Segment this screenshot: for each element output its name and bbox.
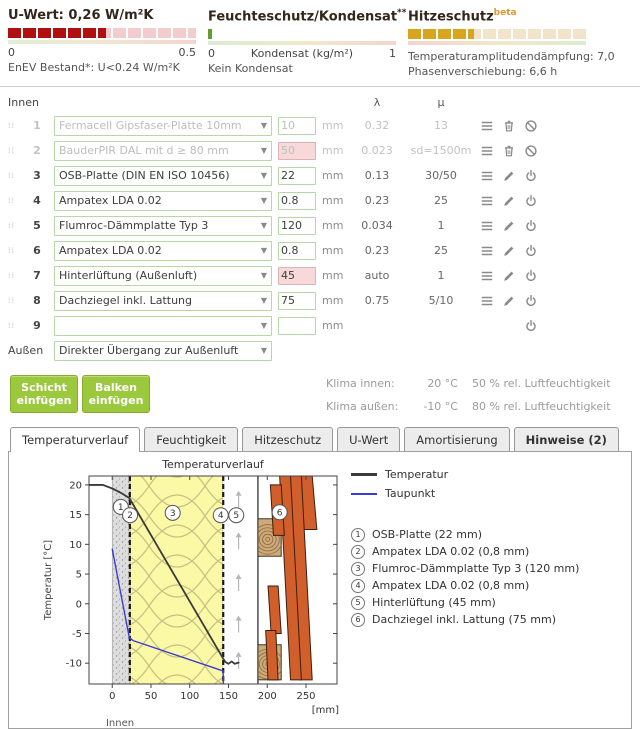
layer-row-7 <box>8 263 632 288</box>
material-select[interactable] <box>54 266 272 286</box>
row-actions <box>480 169 560 183</box>
thickness-input[interactable] <box>278 292 316 310</box>
legend-label: Taupunkt <box>385 487 436 501</box>
row-actions <box>480 119 560 133</box>
circled-number-icon: 2 <box>351 545 365 559</box>
row-actions <box>480 219 560 233</box>
chevron-down-icon: ▼ <box>260 271 267 281</box>
material-name: BauderPIR DAL mit d ≥ 80 mm <box>59 144 229 158</box>
drag-handle-icon[interactable]: ⁞⁞ <box>8 295 16 305</box>
layer-note-text: Hinterlüftung (45 mm) <box>372 596 496 610</box>
mu-value: 30/50 <box>425 169 457 183</box>
chevron-down-icon: ▼ <box>260 221 267 231</box>
legend-entry <box>351 468 633 481</box>
layer-note <box>351 611 633 628</box>
power-icon[interactable] <box>524 269 538 283</box>
condensate-note: Kein Kondensat <box>208 62 293 76</box>
outside-boundary-select[interactable] <box>54 341 272 361</box>
thickness-input[interactable] <box>278 242 316 260</box>
drag-handle-icon[interactable]: ⁞⁞ <box>8 270 16 280</box>
moisture-scale-min: 0 <box>208 47 215 61</box>
pencil-icon[interactable] <box>502 244 516 258</box>
outside-label: Außen <box>8 344 44 358</box>
tab-hinweise-2[interactable]: Hinweise (2) <box>514 427 619 451</box>
thickness-unit: mm <box>322 144 344 158</box>
thickness-input[interactable] <box>278 167 316 185</box>
layer-number: 6 <box>33 244 41 258</box>
thickness-unit: mm <box>322 194 344 208</box>
chevron-down-icon: ▼ <box>260 296 267 306</box>
layer-note <box>351 543 633 560</box>
moisture-bar-fill <box>208 29 212 39</box>
svg-text:[mm]: [mm] <box>311 705 339 717</box>
material-name: Flumroc-Dämmplatte Typ 3 <box>59 219 209 233</box>
thickness-unit: mm <box>322 219 344 233</box>
circled-number-icon: 3 <box>351 562 365 576</box>
moisture-title-sup: ** <box>397 8 407 18</box>
svg-text:2: 2 <box>127 511 133 522</box>
thickness-unit: mm <box>322 244 344 258</box>
temperature-tab-panel <box>8 451 632 729</box>
row-actions <box>480 244 560 258</box>
heat-protection-bar-fill <box>408 29 474 39</box>
svg-text:100: 100 <box>180 691 200 703</box>
insert-beam-button[interactable]: Balken einfügen <box>82 375 150 413</box>
lambda-column-header: λ <box>373 95 381 109</box>
drag-handle-icon[interactable]: ⁞⁞ <box>8 220 16 230</box>
svg-text:50: 50 <box>144 691 158 703</box>
pencil-icon[interactable] <box>502 194 516 208</box>
heat-protection-title: Hitzeschutz$^{beta}$ <box>408 8 517 25</box>
thickness-input[interactable] <box>278 317 316 335</box>
layer-rows <box>8 113 632 338</box>
u-value-bar-fill <box>8 28 106 38</box>
thickness-input[interactable] <box>278 117 316 135</box>
temperature-chart <box>37 456 359 729</box>
tab-feuchtigkeit[interactable]: Feuchtigkeit <box>144 427 238 451</box>
moisture-scale-label: Kondensat (kg/m²) <box>250 47 354 61</box>
row-actions <box>480 194 560 208</box>
layer-note-text: Flumroc-Dämmplatte Typ 3 (120 mm) <box>372 562 580 576</box>
climate-inner-humidity: 50 % rel. Luftfeuchtigkeit <box>472 377 611 391</box>
trash-icon[interactable] <box>502 144 516 158</box>
legend-line-swatch <box>351 493 377 495</box>
legend-label: Temperatur <box>385 468 449 482</box>
lambda-value: 0.13 <box>364 169 390 183</box>
outside-boundary-value: Direkter Übergang zur Außenluft <box>59 344 239 358</box>
layer-row-6 <box>8 238 632 263</box>
layer-number: 9 <box>33 319 41 333</box>
u-value-title: U-Wert: 0,26 W/m²K <box>8 8 154 23</box>
trash-icon[interactable] <box>502 119 516 133</box>
amplitude-damping-note: Temperaturamplitudendämpfung: 7,0 <box>408 50 615 64</box>
material-select[interactable] <box>54 166 272 186</box>
ban-icon[interactable] <box>524 144 538 158</box>
row-actions <box>480 319 560 333</box>
moisture-scale-strip <box>208 41 396 45</box>
mu-value: sd=1500m <box>410 144 472 158</box>
lambda-value: 0.32 <box>364 119 390 133</box>
tab-amortisierung[interactable]: Amortisierung <box>404 427 509 451</box>
layer-row-4 <box>8 188 632 213</box>
layer-table <box>0 87 640 363</box>
power-icon[interactable] <box>524 169 538 183</box>
menu-icon[interactable] <box>480 194 494 208</box>
menu-icon[interactable] <box>480 169 494 183</box>
layer-number: 1 <box>33 119 41 133</box>
inside-label: Innen <box>8 95 39 109</box>
circled-number-icon: 4 <box>351 579 365 593</box>
mu-column-header: µ <box>437 95 445 109</box>
svg-text:-5: -5 <box>72 629 82 641</box>
mu-value: 1 <box>437 219 445 233</box>
power-icon[interactable] <box>524 194 538 208</box>
mu-value: 25 <box>434 194 448 208</box>
legend-line-swatch <box>351 473 377 476</box>
thickness-input[interactable] <box>278 267 316 285</box>
menu-icon[interactable] <box>480 119 494 133</box>
thickness-input[interactable] <box>278 142 316 160</box>
material-select[interactable] <box>54 141 272 161</box>
outside-row <box>8 338 632 363</box>
layer-note-text: Ampatex LDA 0.02 (0,8 mm) <box>372 579 530 593</box>
material-name: Ampatex LDA 0.02 <box>59 244 162 258</box>
power-icon[interactable] <box>524 244 538 258</box>
u-value-gauge <box>8 8 208 78</box>
circled-number-icon: 1 <box>351 528 365 542</box>
svg-text:6: 6 <box>276 508 283 519</box>
circled-number-icon: 5 <box>351 596 365 610</box>
thickness-unit: mm <box>322 294 344 308</box>
layer-row-9 <box>8 313 632 338</box>
ban-icon[interactable] <box>524 119 538 133</box>
material-name: Ampatex LDA 0.02 <box>59 194 162 208</box>
insert-layer-button[interactable]: Schicht einfügen <box>10 375 78 413</box>
phase-shift-note: Phasenverschiebung: 6,6 h <box>408 65 558 79</box>
svg-text:0: 0 <box>109 691 116 703</box>
u-value-bar <box>8 28 196 38</box>
tab-u-wert[interactable]: U-Wert <box>337 427 400 451</box>
material-name: Dachziegel inkl. Lattung <box>59 294 192 308</box>
row-actions <box>480 294 560 308</box>
power-icon[interactable] <box>524 219 538 233</box>
moisture-gauge <box>208 8 408 78</box>
chart-legend <box>351 468 633 500</box>
material-name: Fermacell Gipsfaser-Platte 10mm <box>59 119 242 133</box>
chart-sidebar <box>351 468 633 628</box>
layer-row-5 <box>8 213 632 238</box>
climate-outer-label: Klima außen: <box>326 400 399 414</box>
svg-text:Innen: Innen <box>105 718 135 729</box>
svg-text:0: 0 <box>75 599 82 611</box>
layer-note-list <box>351 526 633 628</box>
lambda-value: 0.023 <box>361 144 393 158</box>
results-header <box>0 0 640 78</box>
svg-text:4: 4 <box>217 511 224 522</box>
moisture-scale <box>208 47 396 60</box>
tab-temperaturverlauf[interactable]: Temperaturverlauf <box>10 427 140 452</box>
drag-handle-icon[interactable]: ⁞⁞ <box>8 195 16 205</box>
thickness-unit: mm <box>322 119 344 133</box>
layer-row-8 <box>8 288 632 313</box>
beta-badge: beta <box>493 8 517 18</box>
lambda-value: 0.75 <box>364 294 390 308</box>
svg-text:150: 150 <box>218 691 239 703</box>
svg-text:Temperaturverlauf: Temperaturverlauf <box>162 458 264 472</box>
layer-table-header <box>8 93 632 111</box>
tab-hitzeschutz[interactable]: Hitzeschutz <box>242 427 333 451</box>
lambda-value: 0.23 <box>364 194 390 208</box>
power-icon[interactable] <box>524 294 538 308</box>
drag-handle-icon[interactable]: ⁞⁞ <box>8 120 16 130</box>
svg-text:-10: -10 <box>65 659 82 671</box>
enev-note: EnEV Bestand*: U<0.24 W/m²K <box>8 61 180 74</box>
climate-inner-label: Klima innen: <box>326 377 395 391</box>
svg-text:250: 250 <box>296 691 316 703</box>
mu-value: 1 <box>437 269 445 283</box>
drag-handle-icon[interactable]: ⁞⁞ <box>8 320 16 330</box>
thickness-unit: mm <box>322 319 344 333</box>
pencil-icon[interactable] <box>502 219 516 233</box>
climate-inner-temp: 20 °C <box>427 377 458 391</box>
layer-row-2 <box>8 138 632 163</box>
layer-number: 2 <box>33 144 41 158</box>
moisture-bar-track <box>208 29 396 39</box>
lambda-value: 0.23 <box>364 244 390 258</box>
layer-note-text: Ampatex LDA 0.02 (0,8 mm) <box>372 545 530 559</box>
svg-text:3: 3 <box>169 509 176 520</box>
u-value-scale <box>8 46 196 59</box>
lambda-value: auto <box>364 269 390 283</box>
moisture-title: Feuchteschutz/Kondensat** <box>208 8 407 25</box>
material-select[interactable] <box>54 316 272 336</box>
lambda-value: 0.034 <box>361 219 393 233</box>
layer-number: 7 <box>33 269 41 283</box>
legend-entry <box>351 487 633 500</box>
layer-note <box>351 526 633 543</box>
chevron-down-icon: ▼ <box>260 171 267 181</box>
pencil-icon[interactable] <box>502 269 516 283</box>
chevron-down-icon: ▼ <box>260 246 267 256</box>
mu-value: 25 <box>434 244 448 258</box>
chevron-down-icon: ▼ <box>260 121 267 131</box>
layer-number: 4 <box>33 194 41 208</box>
heat-protection-bar <box>408 29 586 39</box>
menu-icon[interactable] <box>480 144 494 158</box>
layer-number: 3 <box>33 169 41 183</box>
thickness-input[interactable] <box>278 192 316 210</box>
svg-text:5: 5 <box>75 569 82 581</box>
layer-number: 5 <box>33 219 41 233</box>
svg-text:200: 200 <box>257 691 277 703</box>
circled-number-icon: 6 <box>351 613 365 627</box>
heat-protection-scale-strip <box>408 41 586 45</box>
layer-note <box>351 577 633 594</box>
drag-handle-icon[interactable]: ⁞⁞ <box>8 145 16 155</box>
menu-icon[interactable] <box>480 219 494 233</box>
heat-protection-gauge <box>408 8 632 78</box>
layer-row-1 <box>8 113 632 138</box>
thickness-input[interactable] <box>278 217 316 235</box>
u-value-scale-max: 0.5 <box>178 46 196 59</box>
mu-value: 5/10 <box>428 294 454 308</box>
moisture-scale-max: 1 <box>388 47 396 61</box>
layer-note-text: Dachziegel inkl. Lattung (75 mm) <box>372 613 557 627</box>
menu-icon[interactable] <box>480 294 494 308</box>
thickness-unit: mm <box>322 169 344 183</box>
material-select[interactable] <box>54 116 272 136</box>
thickness-unit: mm <box>322 269 344 283</box>
svg-text:Temperatur [°C]: Temperatur [°C] <box>43 540 54 621</box>
material-select[interactable] <box>54 291 272 311</box>
layer-note <box>351 594 633 611</box>
material-select[interactable] <box>54 241 272 261</box>
chevron-down-icon: ▼ <box>260 321 267 331</box>
layer-note-text: OSB-Platte (22 mm) <box>372 528 482 542</box>
menu-icon[interactable] <box>480 269 494 283</box>
result-tabs <box>10 427 640 451</box>
chevron-down-icon: ▼ <box>260 146 267 156</box>
drag-handle-icon[interactable]: ⁞⁞ <box>8 245 16 255</box>
u-value-scale-min: 0 <box>8 46 15 59</box>
moisture-bar <box>208 29 396 39</box>
svg-text:10: 10 <box>69 540 82 552</box>
svg-text:5: 5 <box>233 511 240 522</box>
svg-text:15: 15 <box>69 510 82 522</box>
power-icon[interactable] <box>524 319 538 333</box>
material-select[interactable] <box>54 191 272 211</box>
mu-value: 13 <box>434 119 448 133</box>
chevron-down-icon: ▼ <box>260 346 267 356</box>
svg-text:1: 1 <box>117 503 124 514</box>
layer-note <box>351 560 633 577</box>
row-actions <box>480 269 560 283</box>
climate-outer-humidity: 80 % rel. Luftfeuchtigkeit <box>472 400 611 414</box>
layer-row-3 <box>8 163 632 188</box>
svg-text:20: 20 <box>69 480 82 492</box>
material-name: OSB-Platte (DIN EN ISO 10456) <box>59 169 230 183</box>
material-name: Hinterlüftung (Außenluft) <box>59 269 198 283</box>
row-actions <box>480 144 560 158</box>
menu-icon[interactable] <box>480 244 494 258</box>
chevron-down-icon: ▼ <box>260 196 267 206</box>
actions-row <box>0 363 640 413</box>
climate-info <box>326 375 632 413</box>
drag-handle-icon[interactable]: ⁞⁞ <box>8 170 16 180</box>
material-select[interactable] <box>54 216 272 236</box>
layer-number: 8 <box>33 294 41 308</box>
climate-outer-temp: -10 °C <box>423 400 458 414</box>
pencil-icon[interactable] <box>502 294 516 308</box>
pencil-icon[interactable] <box>502 169 516 183</box>
u-value-scale-strip <box>8 40 196 44</box>
